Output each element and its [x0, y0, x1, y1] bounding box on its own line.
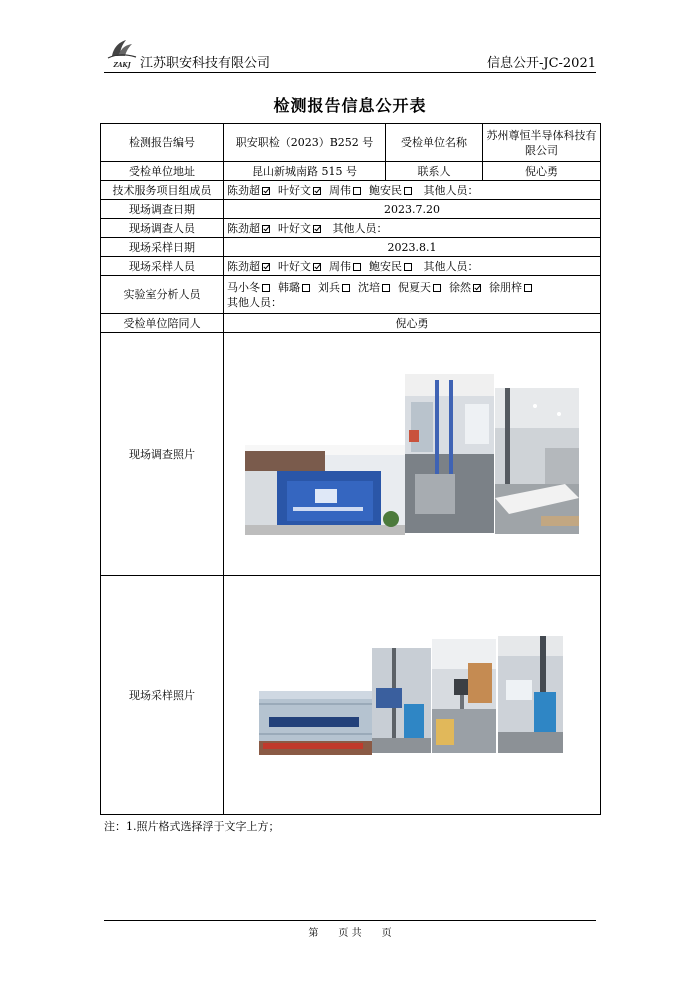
- lab-other: 其他人员：: [227, 295, 282, 309]
- report-no-label: 检测报告编号: [101, 124, 224, 162]
- member-name: 叶好文: [278, 259, 311, 273]
- footer-divider: [104, 920, 596, 921]
- address-value: 昆山新城南路 515 号: [224, 162, 386, 181]
- member-name: 鲍安民: [369, 183, 402, 197]
- survey-date-label: 现场调查日期: [101, 200, 224, 219]
- member-entry: [278, 222, 323, 235]
- member-name: 韩璐: [278, 280, 300, 294]
- unchecked-checkbox[interactable]: [353, 187, 361, 195]
- member-entry: [369, 184, 414, 197]
- survey-staff-members: [227, 222, 329, 235]
- company-logo: [104, 34, 140, 70]
- sampling-other: 其他人员：: [423, 259, 479, 273]
- address-label: 受检单位地址: [101, 162, 224, 181]
- team-members: [227, 184, 420, 197]
- member-name: 陈劲超: [227, 259, 260, 273]
- member-name: 周伟: [329, 259, 351, 273]
- unchecked-checkbox[interactable]: [404, 187, 412, 195]
- team-label: 技术服务项目组成员: [101, 181, 224, 200]
- member-name: 叶好文: [278, 221, 311, 235]
- member-name: 叶好文: [278, 183, 311, 197]
- report-no-value: 职安职检（2023）B252 号: [224, 124, 386, 162]
- contact-value: 倪心勇: [483, 162, 601, 181]
- member-entry: [449, 281, 483, 294]
- sampling-photo-worker: [498, 636, 563, 753]
- checked-checkbox[interactable]: [313, 225, 321, 233]
- member-entry: [358, 281, 392, 294]
- member-entry: [227, 184, 272, 197]
- lab-value: [224, 276, 601, 314]
- survey-date-value: 2023.7.20: [224, 200, 601, 219]
- survey-photo-storage: [495, 388, 579, 534]
- member-name: 倪夏天: [398, 280, 431, 294]
- member-entry: [329, 184, 363, 197]
- unchecked-checkbox[interactable]: [262, 284, 270, 292]
- logo-text: ZAKJ: [113, 62, 131, 69]
- member-name: 陈劲超: [227, 183, 260, 197]
- member-name: 沈培: [358, 280, 380, 294]
- member-entry: [369, 260, 414, 273]
- company-name: 江苏职安科技有限公司: [140, 56, 271, 71]
- member-entry: [278, 260, 323, 273]
- member-entry: [227, 281, 272, 294]
- sampling-staff-members: [227, 260, 420, 273]
- member-entry: [318, 281, 352, 294]
- member-entry: [278, 281, 312, 294]
- member-entry: [227, 222, 272, 235]
- member-entry: [227, 260, 272, 273]
- unchecked-checkbox[interactable]: [404, 263, 412, 271]
- member-name: 徐朋梓: [489, 280, 522, 294]
- survey-other: 其他人员：: [332, 221, 388, 235]
- client-name-label: 受检单位名称: [386, 124, 483, 162]
- member-name: 徐然: [449, 280, 471, 294]
- member-entry: [398, 281, 443, 294]
- member-entry: [329, 260, 363, 273]
- contact-label: 联系人: [386, 162, 483, 181]
- survey-photo-reception: [245, 445, 405, 535]
- sampling-photos-label: 现场采样照片: [101, 576, 224, 815]
- unchecked-checkbox[interactable]: [382, 284, 390, 292]
- member-name: 马小冬: [227, 280, 260, 294]
- checked-checkbox[interactable]: [262, 187, 270, 195]
- footnote: 注：1.照片格式选择浮于文字上方；: [104, 820, 280, 833]
- escort-label: 受检单位陪同人: [101, 314, 224, 333]
- page-title: 检测报告信息公开表: [273, 96, 427, 115]
- member-entry: [278, 184, 323, 197]
- checked-checkbox[interactable]: [262, 263, 270, 271]
- page-footer: 第 页 共 页: [308, 928, 392, 939]
- unchecked-checkbox[interactable]: [433, 284, 441, 292]
- doc-number: 信息公开-JC-2021: [486, 56, 596, 71]
- survey-photos-label: 现场调查照片: [101, 333, 224, 576]
- survey-staff-value: [224, 219, 601, 238]
- survey-photo-workshop: [405, 374, 494, 533]
- member-entry: [489, 281, 534, 294]
- sampling-photo-building: [259, 691, 372, 755]
- checked-checkbox[interactable]: [473, 284, 481, 292]
- unchecked-checkbox[interactable]: [302, 284, 310, 292]
- lab-label: 实验室分析人员: [101, 276, 224, 314]
- sampling-date-value: 2023.8.1: [224, 238, 601, 257]
- sampling-photo-technician: [432, 639, 496, 753]
- member-name: 鲍安民: [369, 259, 402, 273]
- lab-staff-members: [227, 280, 597, 295]
- team-other: 其他人员：: [423, 183, 479, 197]
- checked-checkbox[interactable]: [313, 187, 321, 195]
- checked-checkbox[interactable]: [313, 263, 321, 271]
- info-table: [100, 123, 601, 815]
- sampling-photo-instrument: [372, 648, 431, 753]
- sampling-staff-label: 现场采样人员: [101, 257, 224, 276]
- checked-checkbox[interactable]: [262, 225, 270, 233]
- sampling-staff-value: [224, 257, 601, 276]
- survey-photos-cell: [224, 333, 601, 576]
- sampling-date-label: 现场采样日期: [101, 238, 224, 257]
- unchecked-checkbox[interactable]: [524, 284, 532, 292]
- page-header: [104, 34, 596, 73]
- member-name: 刘兵: [318, 280, 340, 294]
- escort-value: 倪心勇: [224, 314, 601, 333]
- unchecked-checkbox[interactable]: [353, 263, 361, 271]
- unchecked-checkbox[interactable]: [342, 284, 350, 292]
- client-name-value: 苏州尊恒半导体科技有限公司: [483, 124, 601, 162]
- sampling-photos-cell: [224, 576, 601, 815]
- member-name: 周伟: [329, 183, 351, 197]
- member-name: 陈劲超: [227, 221, 260, 235]
- survey-staff-label: 现场调查人员: [101, 219, 224, 238]
- team-value: [224, 181, 601, 200]
